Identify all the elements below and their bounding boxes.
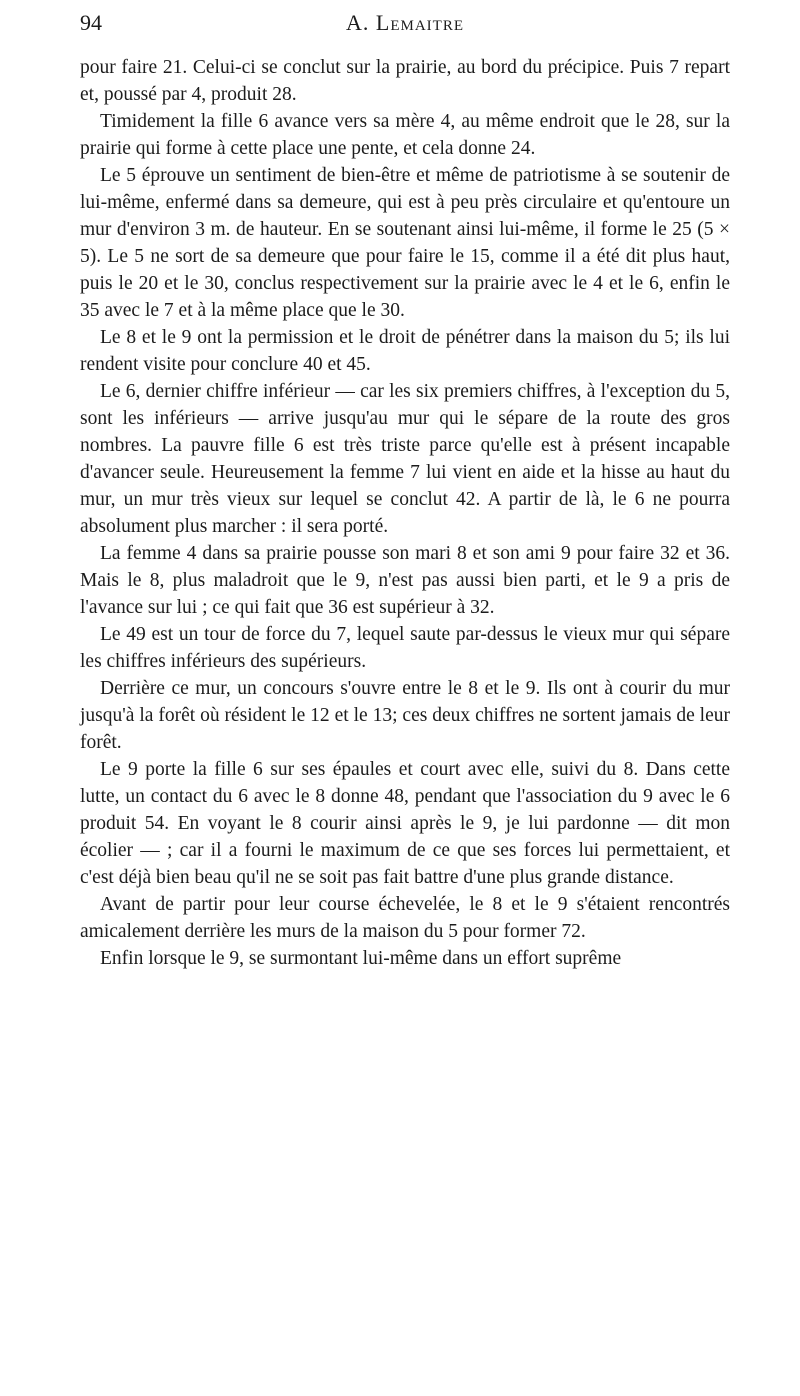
paragraph: pour faire 21. Celui-ci se conclut sur la prairie, au bord du précipice. Puis 7 repart et, poussé par 4, produit 28. — [80, 57, 730, 105]
paragraph: La femme 4 dans sa prairie pousse son mari 8 et son ami 9 pour faire 32 et 36. Mais le 8, plus maladroit que le 9, n'est pas aussi bien parti, et le 9 a pris de l'avance sur lui ; ce qui fait que 36 est supérieur à 32. — [80, 543, 730, 618]
paragraph: Derrière ce mur, un concours s'ouvre entre le 8 et le 9. Ils ont à courir du mur jusqu'à la forêt où résident le 12 et le 13; ces deux chiffres ne sortent jamais de leur forêt. — [80, 678, 730, 753]
paragraph: Le 5 éprouve un sentiment de bien-être et même de patriotisme à se soutenir de lui-même, enfermé dans sa demeure, qui est à peu près circulaire et qu'entoure un mur d'environ 3 m. de hauteur. En se soutenant ainsi lui-même, il forme le 25 (5 × 5). Le 5 ne sort de sa demeure que pour faire le 15, comme il a été dit plus haut, puis le 20 et le 30, conclus respectivement sur la prairie avec le 4 et le 6, enfin le 35 avec le 7 et à la même place que le 30. — [80, 165, 730, 321]
page-number: 94 — [80, 10, 102, 35]
page-header — [80, 10, 730, 40]
body-text — [80, 54, 730, 972]
paragraph: Le 8 et le 9 ont la permission et le droit de pénétrer dans la maison du 5; ils lui rendent visite pour conclure 40 et 45. — [80, 327, 730, 375]
paragraph: Le 9 porte la fille 6 sur ses épaules et court avec elle, suivi du 8. Dans cette lutte, un contact du 6 avec le 8 donne 48, pendant que l'association du 9 avec le 6 produit 54. En voyant le 8 courir ainsi après le 9, je lui pardonne — dit mon écolier — ; car il a fourni le maximum de ce que ses forces lui permettaient, et c'est déjà bien beau qu'il ne se soit pas fait battre d'une plus grande distance. — [80, 759, 730, 888]
paragraph: Le 49 est un tour de force du 7, lequel saute par-dessus le vieux mur qui sépare les chiffres inférieurs des supérieurs. — [80, 624, 730, 672]
paragraph: Timidement la fille 6 avance vers sa mère 4, au même endroit que le 28, sur la prairie qui forme à cette place une pente, et cela donne 24. — [80, 111, 730, 159]
paragraph: Le 6, dernier chiffre inférieur — car les six premiers chiffres, à l'exception du 5, sont les inférieurs — arrive jusqu'au mur qui le sépare de la route des gros nombres. La pauvre fille 6 est très triste parce qu'elle est à présent incapable d'avancer seule. Heureusement la femme 7 lui vient en aide et la hisse au haut du mur, un mur très vieux sur lequel se conclut 42. A partir de là, le 6 ne pourra absolument plus marcher : il sera porté. — [80, 381, 730, 537]
running-head: A. Lemaitre — [346, 10, 464, 35]
paragraph: Enfin lorsque le 9, se surmontant lui-même dans un effort suprême — [100, 948, 622, 969]
paragraph: Avant de partir pour leur course échevelée, le 8 et le 9 s'étaient rencontrés amicalement derrière les murs de la maison du 5 pour former 72. — [80, 894, 730, 942]
